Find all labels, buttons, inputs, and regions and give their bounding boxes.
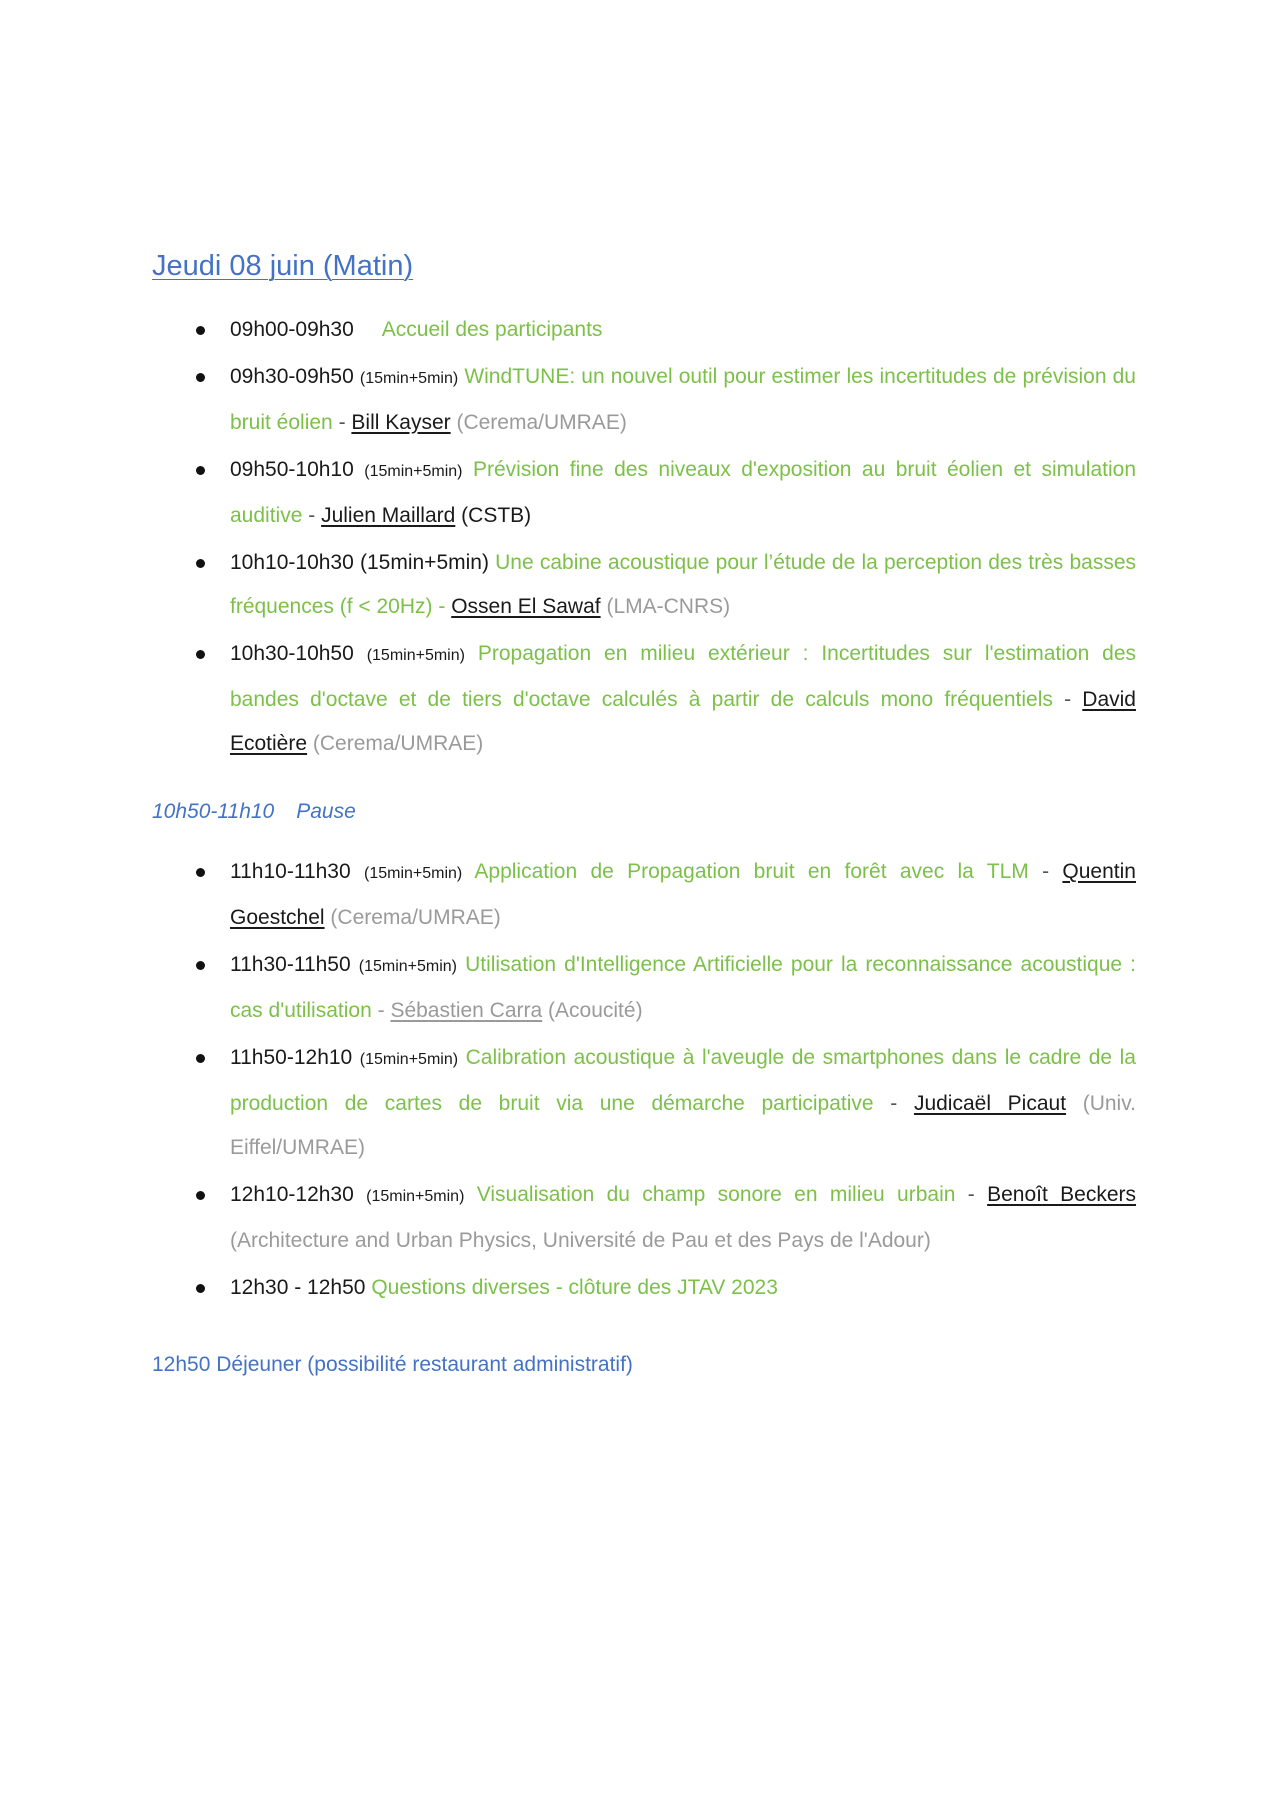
lunch-row: 12h50 Déjeuner (possibilité restaurant administratif) [152,1353,633,1376]
speaker-link[interactable]: Ossen El Sawaf [451,595,601,618]
separator: - [438,595,446,618]
time-slot: 11h50-12h10 [230,1046,353,1069]
pause-label: Pause [296,800,356,823]
talk-topic: Prévision fine des niveaux d'exposition au bruit éolien et simulation auditive [230,458,1136,527]
morning-session-list [152,308,1136,769]
duration: (15min+5min) [366,647,465,664]
list-item [152,1036,1136,1170]
day-heading: Jeudi 08 juin (Matin) [152,250,414,282]
duration: (15min+5min) [364,463,463,480]
separator: - [377,999,385,1022]
talk-topic: Questions diverses - clôture des JTAV 2023 [371,1276,778,1299]
duration: (15min+5min) [359,1051,459,1068]
list-item [152,541,1136,629]
talk-topic: Utilisation d'Intelligence Artificielle pour la reconnaissance acoustique : cas d'utilisation [230,953,1136,1022]
time-slot: 09h30-09h50 [230,365,354,388]
time-slot: 09h00-09h30 [230,318,354,341]
duration: (15min+5min) [363,865,463,882]
time-slot: 12h30 - 12h50 [230,1276,366,1299]
speaker-link[interactable]: Bill Kayser [351,411,451,434]
list-item [152,1173,1136,1263]
list-item [152,850,1136,940]
time-slot: 09h50-10h10 [230,458,354,481]
time-slot: 10h10-10h30 [230,551,354,574]
separator: - [890,1092,898,1115]
duration: (15min+5min) [359,370,459,387]
separator: - [338,411,346,434]
pause-row [152,800,356,824]
time-slot: 10h30-10h50 [230,642,354,665]
list-item [152,632,1136,766]
speaker-link[interactable]: Benoît Beckers [987,1183,1137,1206]
affiliation: (Cerema/UMRAE) [312,732,484,755]
speaker-link[interactable]: Judicaël Picaut [913,1092,1067,1115]
time-slot: 11h30-11h50 [230,953,351,976]
speaker-link[interactable]: David Ecotière [230,688,1136,755]
late-morning-session-list [152,850,1136,1313]
speaker-link[interactable]: Julien Maillard [321,504,456,527]
talk-topic: Propagation en milieu extérieur : Incertitudes sur l'estimation des bandes d'octave et de tiers d'octave calculés à partir de calculs mono fréquentiels [230,642,1136,711]
time-slot: 11h10-11h30 [230,860,351,883]
separator: - [1042,860,1050,883]
talk-topic: Accueil des participants [381,318,603,341]
talk-topic: Calibration acoustique à l'aveugle de smartphones dans le cadre de la production de cartes de bruit via une démarche participative [230,1046,1136,1115]
duration: (15min+5min) [358,958,457,975]
list-item [152,355,1136,445]
talk-topic: Application de Propagation bruit en forêt avec la TLM [474,860,1029,883]
affiliation: (Univ. Eiffel/UMRAE) [230,1092,1136,1159]
affiliation: (CSTB) [461,504,532,527]
affiliation: (Cerema/UMRAE) [330,906,501,929]
speaker-link[interactable]: Quentin Goestchel [230,860,1136,929]
affiliation: (Acoucité) [548,999,643,1022]
time-slot: 12h10-12h30 [230,1183,354,1206]
list-item [152,1266,1136,1310]
list-item [152,943,1136,1033]
affiliation: (LMA-CNRS) [606,595,731,618]
separator: - [1064,688,1072,711]
affiliation: (Cerema/UMRAE) [456,411,627,434]
separator: - [308,504,316,527]
speaker-link[interactable]: Sébastien Carra [390,999,543,1022]
pause-time: 10h50-11h10 [152,800,275,823]
separator: - [967,1183,975,1206]
talk-topic: Visualisation du champ sonore en milieu urbain [476,1183,956,1206]
talk-topic: Une cabine acoustique pour l’étude de la perception des très basses fréquences (f < 20Hz) [230,551,1136,618]
affiliation: (Architecture and Urban Physics, Université de Pau et des Pays de l'Adour) [230,1229,931,1252]
duration: (15min+5min) [359,551,489,574]
list-item [152,448,1136,538]
duration: (15min+5min) [366,1188,465,1205]
talk-topic: WindTUNE: un nouvel outil pour estimer les incertitudes de prévision du bruit éolien [230,365,1136,434]
list-item [152,308,1136,352]
